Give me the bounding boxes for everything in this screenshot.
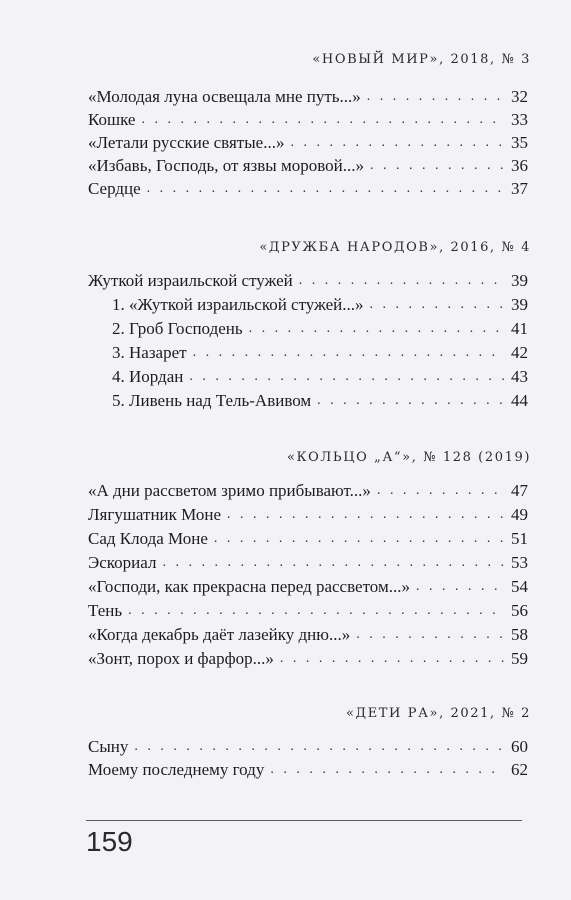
entry-page: 47 [511,481,528,500]
toc-entry [88,528,528,550]
entry-page: 62 [511,760,528,779]
entry-title: «А дни рассветом зримо прибывают...» [88,481,371,500]
page-number: 159 [86,826,133,857]
leader-dots [162,552,504,574]
entry-page: 49 [511,505,528,524]
entry-page: 51 [511,529,528,548]
toc-entry [88,648,528,670]
leader-dots [280,648,504,670]
toc-entry [88,600,528,622]
toc-entry [88,132,528,154]
section-heading-novy-mir: «НОВЫЙ МИР», 2018, № 3 [312,52,531,67]
leader-dots [193,342,504,364]
toc-entry [88,270,528,292]
entry-title: Сыну [88,737,129,756]
leader-dots [416,576,504,598]
entry-page: 58 [511,625,528,644]
leader-dots [249,318,504,340]
entry-title: Эскориал [88,553,157,572]
entry-title: Кошке [88,110,136,129]
leader-dots [290,132,504,154]
entry-page: 54 [511,577,528,596]
entry-title: «Зонт, порох и фарфор...» [88,649,274,668]
entry-page: 36 [511,156,528,175]
entry-page: 42 [511,343,528,362]
entry-page: 60 [511,737,528,756]
leader-dots [227,504,504,526]
footer-rule [86,820,522,821]
entry-title: «Избавь, Господь, от язвы моровой...» [88,156,364,175]
entry-title: Тень [88,601,123,620]
toc-subentry [112,390,528,412]
entry-title: 3. Назарет [112,343,187,362]
entry-title: «Молодая луна освещала мне путь...» [88,87,361,106]
leader-dots [370,155,504,177]
entry-title: 4. Иордан [112,367,184,386]
toc-entry [88,624,528,646]
toc-entry [88,576,528,598]
toc-entry [88,109,528,131]
leader-dots [356,624,504,646]
leader-dots [270,759,504,781]
leader-dots [147,178,504,200]
entry-title: «Летали русские святые...» [88,133,285,152]
toc-subentry [112,294,528,316]
toc-subentry [112,342,528,364]
entry-page: 33 [511,110,528,129]
entry-title: Сад Клода Моне [88,529,208,548]
section-heading-druzhba-narodov: «ДРУЖБА НАРОДОВ», 2016, № 4 [259,240,531,255]
entry-page: 37 [511,179,528,198]
leader-dots [189,366,504,388]
leader-dots [134,736,504,758]
entry-title: «Когда декабрь даёт лазейку дню...» [88,625,351,644]
toc-entry [88,552,528,574]
toc-subentry [112,366,528,388]
entry-page: 39 [511,271,528,290]
entry-title: Лягушатник Моне [88,505,221,524]
toc-entry [88,86,528,108]
entry-page: 32 [511,87,528,106]
entry-title: 1. «Жуткой израильской стужей...» [112,295,364,314]
toc-entry [88,736,528,758]
entry-page: 41 [511,319,528,338]
leader-dots [317,390,504,412]
entry-title: Сердце [88,179,141,198]
entry-page: 59 [511,649,528,668]
entry-title: Моему последнему году [88,760,265,779]
entry-page: 53 [511,553,528,572]
leader-dots [377,480,504,502]
toc-entry [88,155,528,177]
entry-page: 35 [511,133,528,152]
toc-entry [88,178,528,200]
entry-title: 2. Гроб Господень [112,319,243,338]
entry-page: 39 [511,295,528,314]
section-heading-deti-ra: «ДЕТИ РА», 2021, № 2 [345,706,531,721]
toc-subentry [112,318,528,340]
entry-page: 56 [511,601,528,620]
entry-title: 5. Ливень над Тель-Авивом [112,391,312,410]
leader-dots [299,270,504,292]
entry-page: 44 [511,391,528,410]
leader-dots [141,109,504,131]
entry-page: 43 [511,367,528,386]
leader-dots [128,600,504,622]
toc-entry [88,480,528,502]
toc-entry [88,504,528,526]
leader-dots [367,86,504,108]
entry-title: Жуткой израильской стужей [88,271,293,290]
toc-entry [88,759,528,781]
leader-dots [214,528,504,550]
entry-title: «Господи, как прекрасна перед рассветом...» [88,577,410,596]
section-heading-koltso-a: «КОЛЬЦО „А“», № 128 (2019) [286,450,531,465]
leader-dots [370,294,505,316]
